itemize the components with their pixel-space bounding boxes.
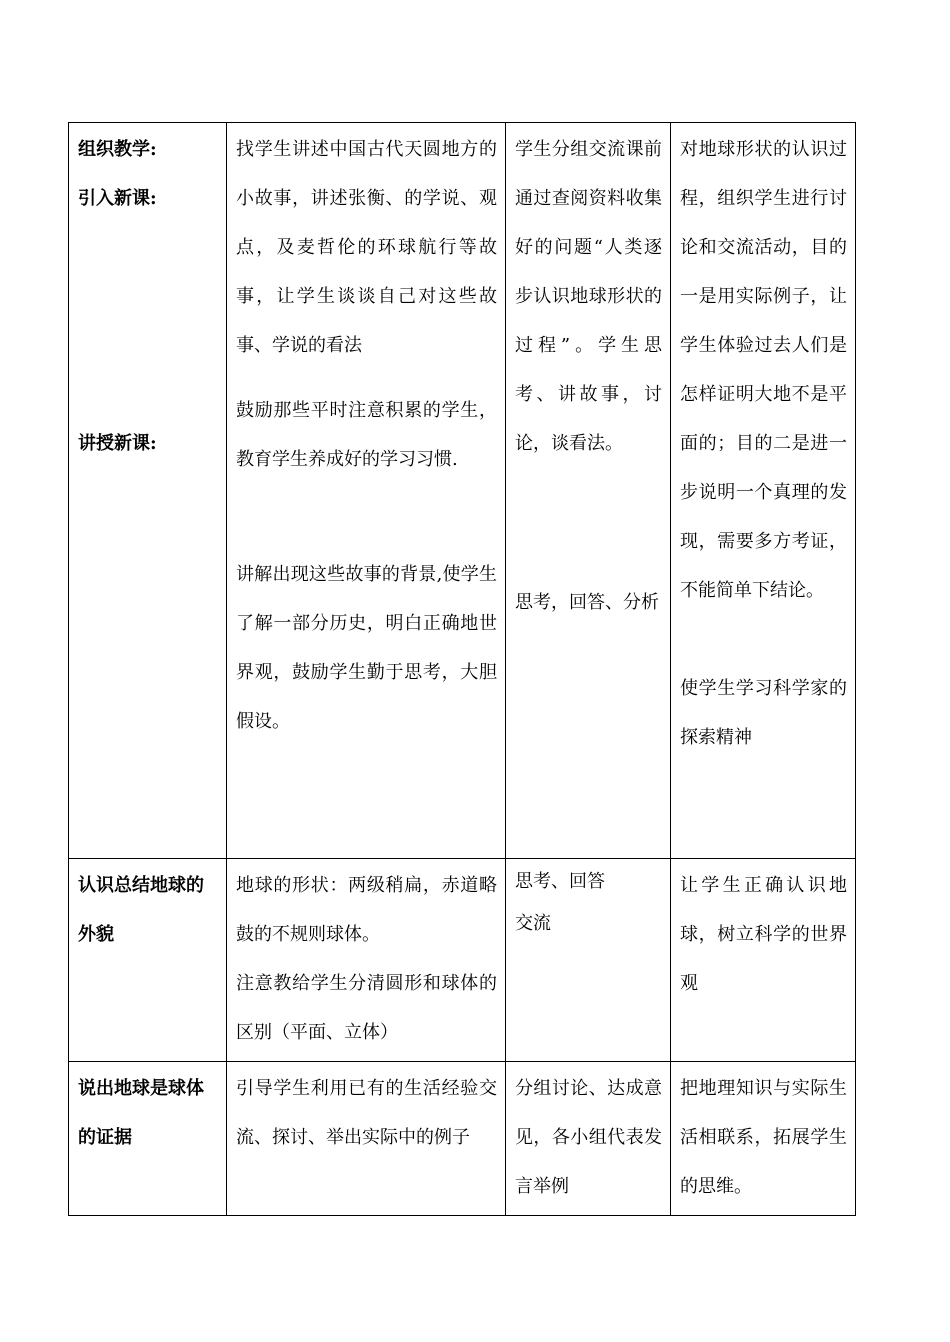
teacher-activity-text: 注意教给学生分清圆形和球体的区别（平面、立体） [236,973,497,1043]
student-activity-text: 思考，回答、分析 [515,592,659,613]
teacher-activity-cell [227,1062,506,1216]
table-row [69,859,856,1062]
design-intent-cell [671,123,856,859]
design-intent-cell [671,1062,856,1216]
teacher-activity-text: 引导学生利用已有的生活经验交流、探讨、举出实际中的例子 [236,1078,497,1148]
step-label: 讲授新课: [78,433,157,454]
student-activity-cell [506,859,671,1062]
design-intent-text: 让学生正确认识地球，树立科学的世界观 [680,875,847,994]
design-intent-text: 对地球形状的认识过程，组织学生进行讨论和交流活动，目的一是用实际例子，让学生体验过去人们是怎样证明大地不是平面的；目的二是进一步说明一个真理的发现，需要多方考证，不能简单下结论。 [680,139,847,601]
design-intent-text: 把地理知识与实际生活相联系，拓展学生的思维。 [680,1078,847,1197]
step-label: 组织教学: [78,139,157,160]
table-row [69,123,856,859]
student-activity-cell [506,123,671,859]
teacher-activity-text: 找学生讲述中国古代天圆地方的小故事，讲述张衡、的学说、观点，及麦哲伦的环球航行等故事，让学生谈谈自己对这些故事、学说的看法 [236,139,497,356]
student-activity-cell [506,1062,671,1216]
teacher-activity-cell [227,859,506,1062]
student-activity-text: 分组讨论、达成意见，各小组代表发言举例 [515,1078,662,1197]
step-cell [69,859,227,1062]
lesson-plan-table [68,122,856,1216]
teacher-activity-text: 地球的形状：两级稍扁，赤道略鼓的不规则球体。 [236,875,497,945]
step-cell [69,1062,227,1216]
design-intent-text: 使学生学习科学家的探索精神 [680,678,847,748]
student-activity-text: 学生分组交流课前通过查阅资料收集好的问题“人类逐步认识地球形状的过程”。学生思考、讲故事，讨论，谈看法。 [515,139,662,454]
step-cell [69,123,227,859]
step-label: 说出地球是球体的证据 [78,1078,204,1148]
student-activity-text: 思考、回答 [515,871,605,892]
student-activity-text: 交流 [515,913,551,934]
teacher-activity-cell [227,123,506,859]
teacher-activity-text: 鼓励那些平时注意积累的学生，教育学生养成好的学习习惯. [236,400,497,470]
step-label: 认识总结地球的外貌 [78,875,204,945]
step-label: 引入新课: [78,188,157,209]
table-row [69,1062,856,1216]
design-intent-cell [671,859,856,1062]
teacher-activity-text: 讲解出现这些故事的背景,使学生了解一部分历史，明白正确地世界观，鼓励学生勤于思考，大胆假设。 [236,564,497,732]
